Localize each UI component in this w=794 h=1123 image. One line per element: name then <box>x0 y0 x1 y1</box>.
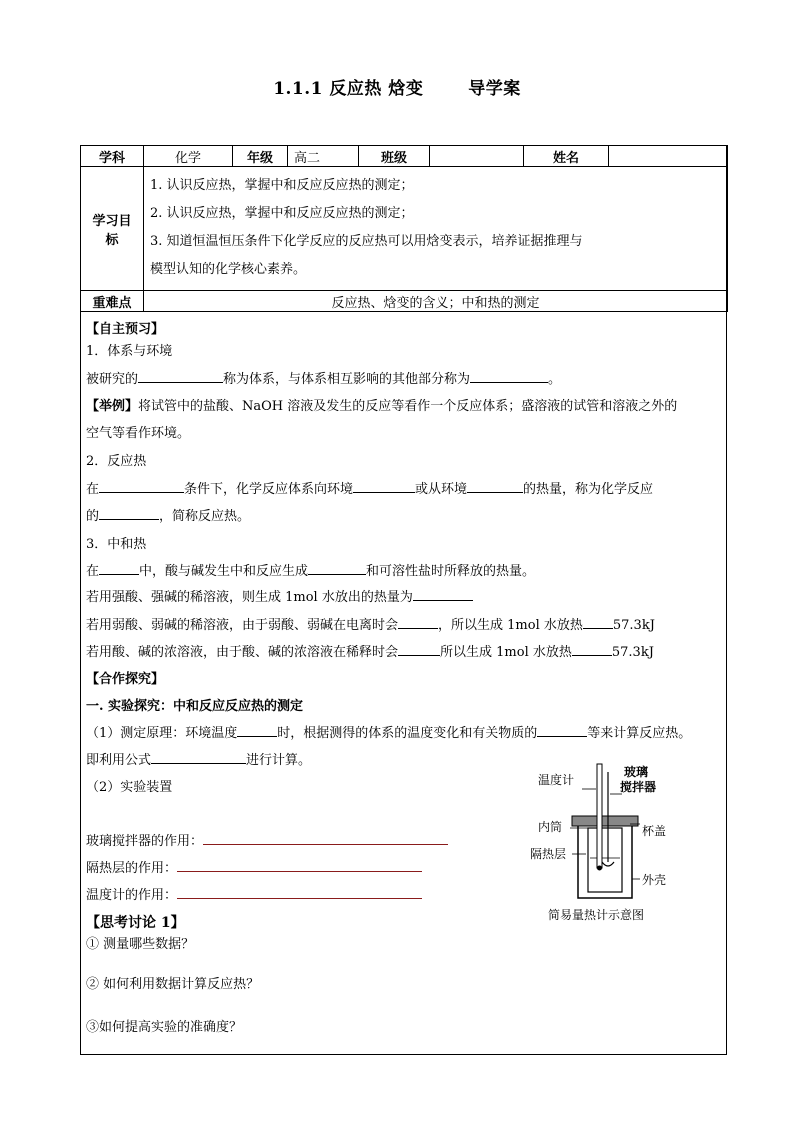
page-title <box>0 74 794 99</box>
section-title: 2．反应热 <box>86 454 147 469</box>
concentrated-acid-line <box>86 641 654 660</box>
thermometer-shape <box>597 764 602 868</box>
text: ，所以生成 1mol 水放热 <box>438 618 583 633</box>
grade-value: 高二 <box>288 146 359 167</box>
thermometer-question <box>86 884 422 903</box>
outer-shell-shape <box>578 820 632 898</box>
fill-blank[interactable] <box>572 642 612 656</box>
text: 57.3kJ <box>612 618 655 633</box>
example-label: 【举例】 <box>86 399 139 414</box>
fill-blank[interactable] <box>99 506 159 520</box>
discussion-heading: 【思考讨论 1】 <box>86 915 185 931</box>
key-points-value: 反应热、焓变的含义；中和热的测定 <box>144 291 728 312</box>
text: 所以生成 1mol 水放热 <box>440 645 572 660</box>
fill-blank[interactable] <box>177 858 422 872</box>
label-stirrer-2: 搅拌器 <box>620 780 657 794</box>
fill-blank[interactable] <box>177 885 422 899</box>
text: 等来计算反应热。 <box>587 726 692 741</box>
key-points-label: 重难点 <box>81 291 144 312</box>
stirrer-question <box>86 830 448 849</box>
name-value[interactable] <box>609 146 728 167</box>
text: 的热量，称为化学反应 <box>523 482 654 497</box>
reaction-heat-line-2 <box>86 505 250 524</box>
fill-blank[interactable] <box>138 369 223 383</box>
objective-item: 模型认知的化学核心素养。 <box>150 261 307 277</box>
label-thermometer: 温度计 <box>538 773 575 787</box>
fill-blank[interactable] <box>203 831 448 845</box>
reaction-heat-line <box>86 478 653 497</box>
text: 进行计算。 <box>246 753 312 768</box>
text: 即利用公式 <box>86 753 152 768</box>
lid-shape <box>572 816 638 826</box>
label-stirrer-1: 玻璃 <box>624 765 649 779</box>
text: 在 <box>86 564 100 579</box>
header-table <box>80 145 728 312</box>
discussion-question: ③如何提高实验的准确度？ <box>86 1020 243 1035</box>
system-line <box>86 368 561 387</box>
fill-blank[interactable] <box>151 750 246 764</box>
label-lid: 杯盖 <box>642 824 667 838</box>
fill-blank[interactable] <box>470 369 548 383</box>
text: 条件下，化学反应体系向环境 <box>184 482 354 497</box>
fill-blank[interactable] <box>537 723 587 737</box>
title-suffix: 导学案 <box>468 79 521 99</box>
subject-value: 化学 <box>144 146 233 167</box>
objective-item: 1. 认识反应热，掌握中和反应反应热的测定； <box>150 177 414 193</box>
objective-item: 2. 认识反应热，掌握中和反应反应热的测定； <box>150 205 414 221</box>
text: 若用弱酸、弱碱的稀溶液，由于弱酸、弱碱在电离时会 <box>86 618 399 633</box>
text: （1）测定原理：环境温度 <box>86 726 238 741</box>
section-title: 3．中和热 <box>86 537 147 552</box>
discussion-question: ② 如何利用数据计算反应热？ <box>86 977 260 992</box>
title-text: 1.1.1 反应热 焓变 <box>273 79 424 99</box>
text: 将试管中的盐酸、NaOH 溶液及发生的反应等看作一个反应体系；盛溶液的试管和溶液之外的 <box>138 399 678 414</box>
fill-blank[interactable] <box>467 479 523 493</box>
strong-acid-line <box>86 586 473 605</box>
fill-blank[interactable] <box>398 615 438 629</box>
fill-blank[interactable] <box>353 479 415 493</box>
stirrer-shape <box>602 792 614 866</box>
discussion-question: ① 测量哪些数据？ <box>86 937 195 952</box>
calorimeter-diagram <box>530 762 700 927</box>
text: ，简称反应热。 <box>159 509 251 524</box>
text: 的 <box>86 509 100 524</box>
example-line <box>86 395 677 414</box>
fill-blank[interactable] <box>308 561 366 575</box>
text: 57.3kJ <box>611 645 654 660</box>
text: 称为体系，与体系相互影响的其他部分称为 <box>223 372 471 387</box>
fill-blank[interactable] <box>99 561 139 575</box>
principle-line <box>86 722 691 741</box>
objectives-content <box>144 167 728 291</box>
objectives-label: 学习目标 <box>81 167 144 291</box>
explore-heading: 【合作探究】 <box>86 672 165 687</box>
text: 玻璃搅拌器的作用： <box>86 834 204 849</box>
text: 温度计的作用： <box>86 888 178 903</box>
text: 时，根据测得的体系的温度变化和有关物质的 <box>277 726 538 741</box>
label-shell: 外壳 <box>642 873 667 887</box>
fill-blank[interactable] <box>99 479 184 493</box>
text: 中，酸与碱发生中和反应生成 <box>139 564 309 579</box>
text: 或从环境 <box>415 482 468 497</box>
diagram-caption: 简易量热计示意图 <box>548 908 645 922</box>
neutralization-line <box>86 560 535 579</box>
name-label: 姓名 <box>524 146 609 167</box>
formula-line <box>86 749 311 768</box>
experiment-title: 一. 实验探究：中和反应反应热的测定 <box>86 699 304 714</box>
fill-blank[interactable] <box>583 615 613 629</box>
text: 和可溶性盐时所释放的热量。 <box>366 564 536 579</box>
class-label: 班级 <box>359 146 430 167</box>
objective-item: 3. 知道恒温恒压条件下化学反应的反应热可以用焓变表示，培养证据推理与 <box>150 233 583 249</box>
inner-cup-shape <box>588 828 622 892</box>
example-line-2: 空气等看作环境。 <box>86 426 191 441</box>
weak-acid-line <box>86 614 655 633</box>
label-insulation: 隔热层 <box>530 847 567 861</box>
text: 在 <box>86 482 100 497</box>
section-title: 1．体系与环境 <box>86 344 173 359</box>
text: 若用酸、碱的浓溶液，由于酸、碱的浓溶液在稀释时会 <box>86 645 399 660</box>
grade-label: 年级 <box>233 146 288 167</box>
preview-heading: 【自主预习】 <box>86 322 165 337</box>
fill-blank[interactable] <box>237 723 277 737</box>
fill-blank[interactable] <box>398 642 440 656</box>
text: 被研究的 <box>86 372 139 387</box>
class-value[interactable] <box>430 146 524 167</box>
fill-blank[interactable] <box>413 587 473 601</box>
label-inner-cup: 内筒 <box>538 820 563 834</box>
text: 若用强酸、强碱的稀溶液，则生成 1mol 水放出的热量为 <box>86 590 413 605</box>
subject-label: 学科 <box>81 146 144 167</box>
apparatus-label: （2）实验装置 <box>86 780 173 795</box>
text: 。 <box>548 372 562 387</box>
text: 隔热层的作用： <box>86 861 178 876</box>
insulation-question <box>86 857 422 876</box>
